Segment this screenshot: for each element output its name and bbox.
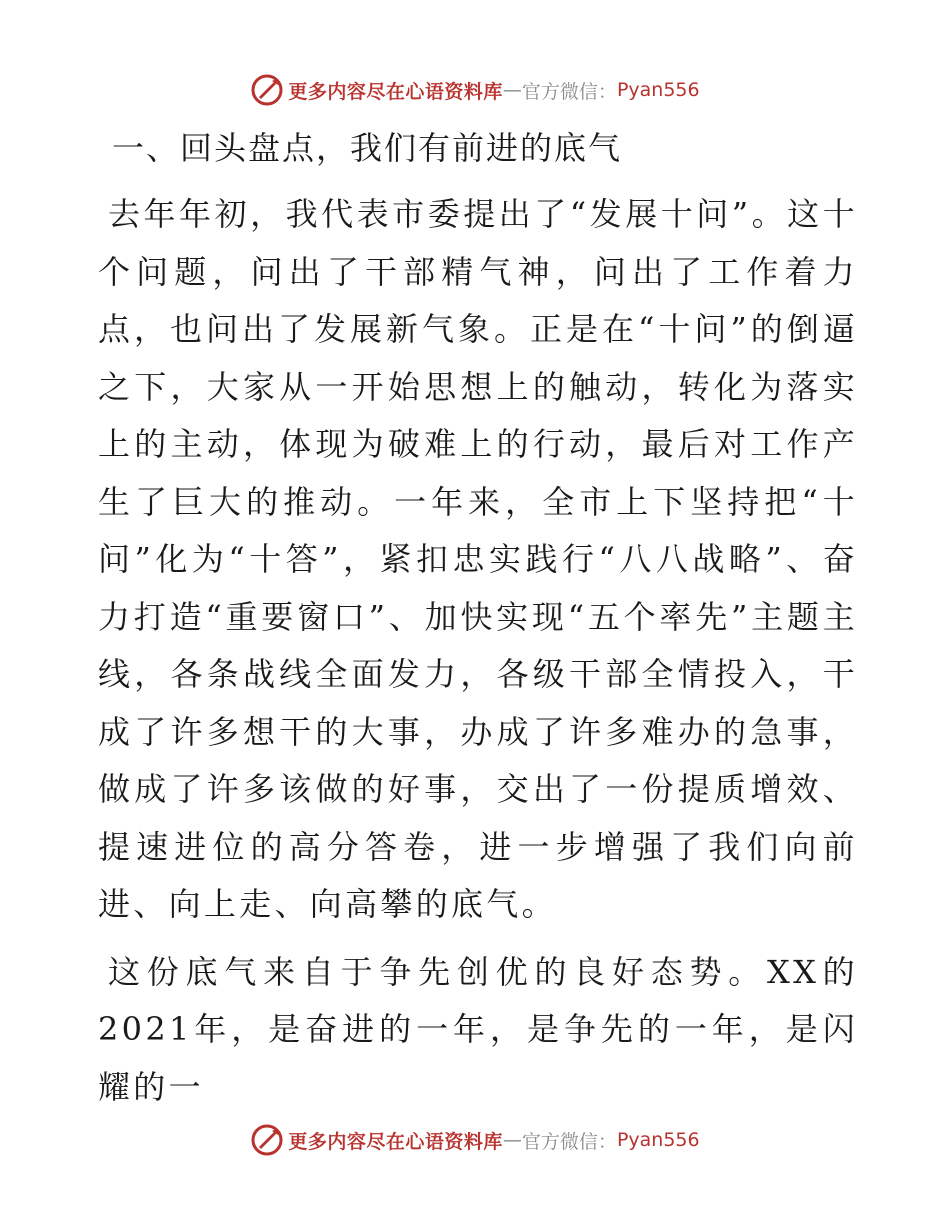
quill-circle-icon <box>250 73 284 107</box>
watermark-channel: 官方微信： <box>521 1130 617 1153</box>
paragraph-1: 去年年初，我代表市委提出了“发展十问”。这十个问题，问出了干部精气神，问出了工作着力点，也问出了发展新气象。正是在“十问”的倒逼之下，大家从一开始思想上的触动，转化为落实上的主动，体现为破难上的行动，最后对工作产生了巨大的推动。一年来，全市上下坚持把“十问”化为“十答”，紧扣忠实践行“八八战略”、奋力打造“重要窗口”、加快实现“五个率先”主题主线，各条战线全面发力，各级干部全情投入，干成了许多想干的大事，办成了许多难办的急事，做成了许多该做的好事，交出了一份提质增效、提速进位的高分答卷，进一步增强了我们向前进、向上走、向高攀的底气。 <box>98 195 858 923</box>
watermark-brand: 更多内容尽在心语资料库 <box>288 1130 503 1153</box>
footer-watermark <box>0 1120 950 1160</box>
watermark-wechat-id: Pyan556 <box>616 79 700 101</box>
section-heading: 一、回头盘点，我们有前进的底气 <box>112 129 623 167</box>
watermark-separator: — <box>502 79 522 101</box>
watermark-channel: 官方微信： <box>521 80 617 103</box>
header-watermark <box>0 70 950 110</box>
quill-circle-icon <box>250 1123 284 1157</box>
document-body <box>98 120 858 1126</box>
watermark-brand: 更多内容尽在心语资料库 <box>288 80 503 103</box>
watermark-separator: — <box>502 1129 522 1151</box>
paragraph-2: 这份底气来自于争先创优的良好态势。XX的2021年，是奋进的一年，是争先的一年，是闪耀的一 <box>98 952 858 1106</box>
watermark-wechat-id: Pyan556 <box>616 1129 700 1151</box>
